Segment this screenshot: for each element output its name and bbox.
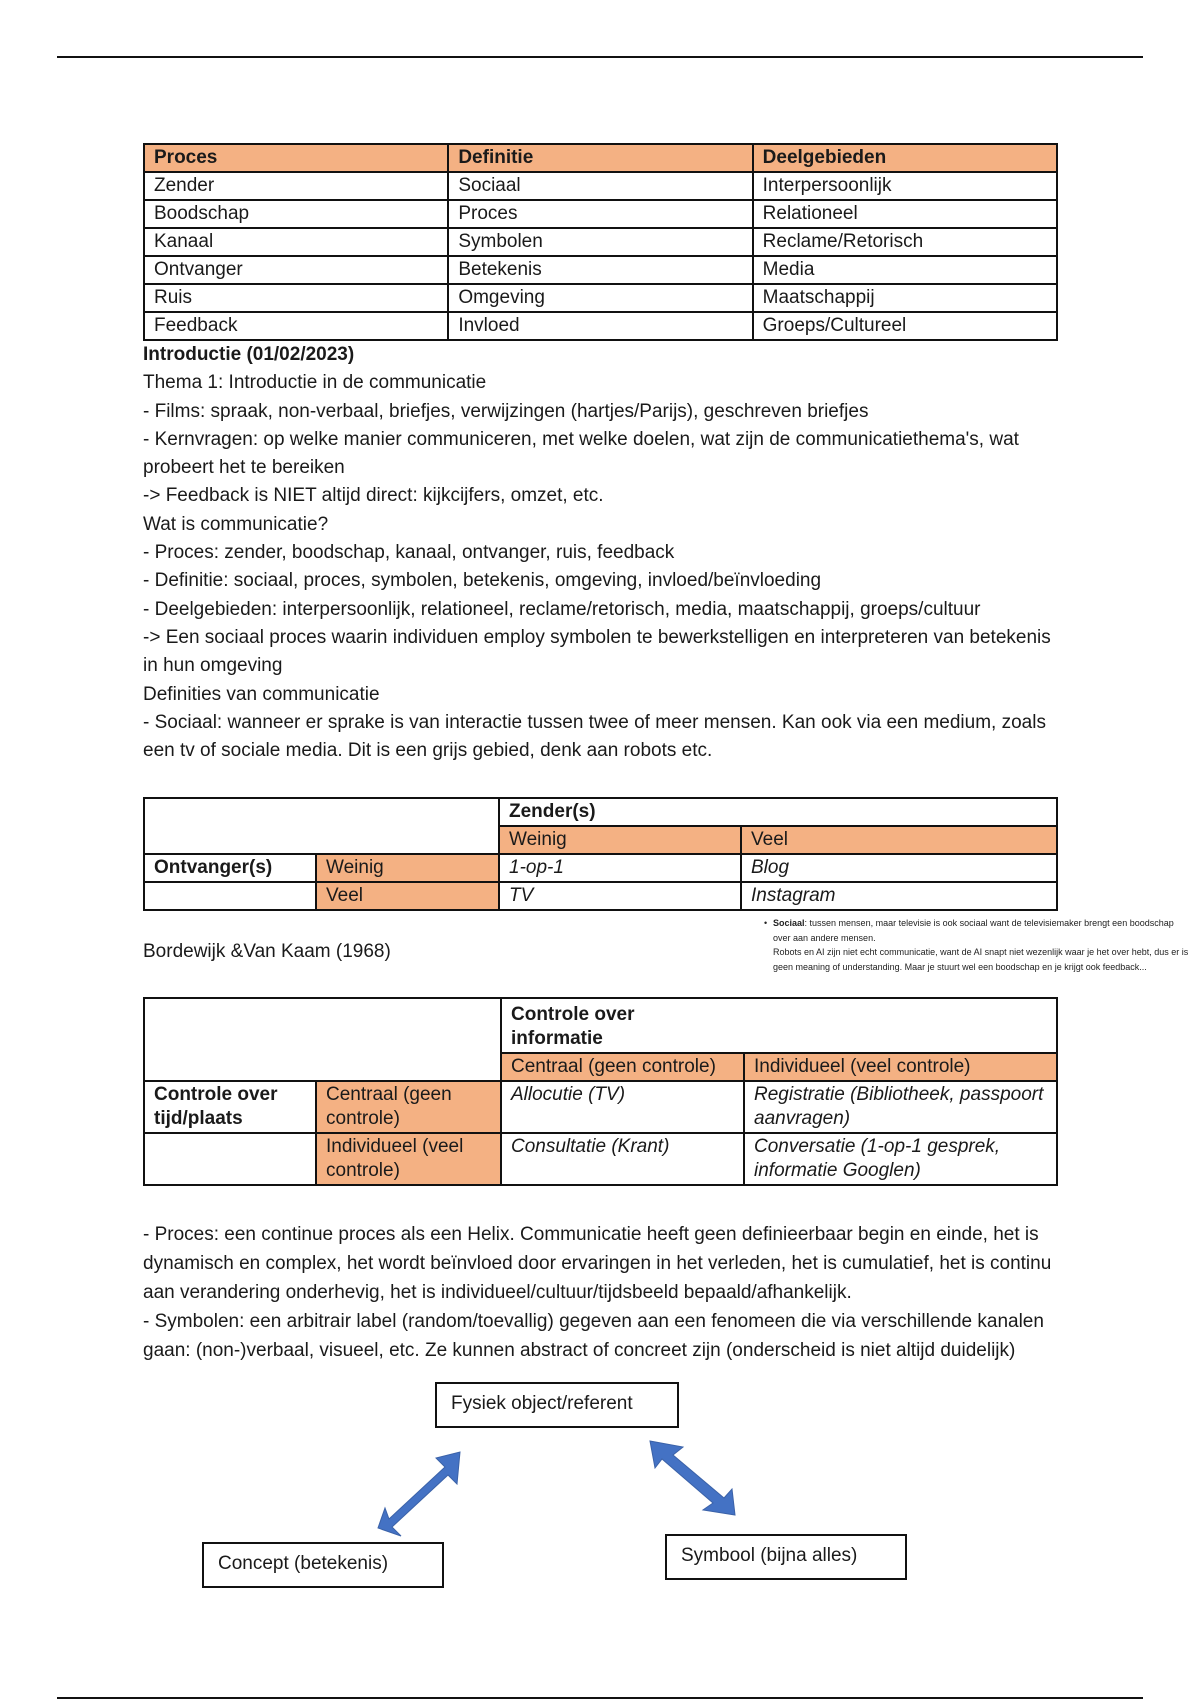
comment-line: Robots en AI zijn niet echt communicatie, want de AI snapt niet wezenlijk waar je het over hebt, dus er is geen meaning of understanding. Maar je stuurt wel een boodschap en je krijgt ook feedback... <box>773 947 1189 972</box>
table-cell: Instagram <box>741 882 1057 910</box>
table-cell: Boodschap <box>144 200 448 228</box>
footer-rule <box>57 1697 1143 1699</box>
ontvanger-weinig: Weinig <box>316 854 499 882</box>
citation: Bordewijk &Van Kaam (1968) <box>143 941 391 962</box>
table-cell: Betekenis <box>448 256 752 284</box>
table-cell: Zender <box>144 172 448 200</box>
paragraph: Wat is communicatie? <box>143 513 329 535</box>
paragraph: - Proces: een continue proces als een Helix. Communicatie heeft geen definieerbaar begin en einde, het is dynamisch en complex, het wordt beïnvloed door ervaringen in het verleden, het is cumulatief, het is continu aan verandering onderhevig, het is individueel/cultuur/tijdsbeeld bepaald/afhankelijk. <box>143 1224 1052 1303</box>
info-individual: Individueel (veel controle) <box>744 1053 1057 1081</box>
table-cell: Consultatie (Krant) <box>501 1133 744 1185</box>
paragraph: -> Feedback is NIET altijd direct: kijkcijfers, omzet, etc. <box>143 485 604 507</box>
paragraph: -> Een sociaal proces waarin individuen employ symbolen te bewerkstelligen en interpreteren van betekenis in hun omgeving <box>143 626 1051 677</box>
header-cell: Proces <box>144 144 448 172</box>
table-cell: Interpersoonlijk <box>753 172 1057 200</box>
ontvanger-veel: Veel <box>316 882 499 910</box>
ontvanger-label: Ontvanger(s) <box>144 854 316 882</box>
symbol-box: Symbool (bijna alles) <box>665 1534 907 1580</box>
comment-bold: Sociaal <box>773 918 805 928</box>
paragraph: - Proces: zender, boodschap, kanaal, ontvanger, ruis, feedback <box>143 542 675 564</box>
table-cell: Maatschappij <box>753 284 1057 312</box>
time-central: Centraal (geen controle) <box>316 1081 501 1133</box>
zender-weinig: Weinig <box>499 826 741 854</box>
header-cell: Definitie <box>448 144 752 172</box>
paragraph: Definities van communicatie <box>143 683 380 705</box>
double-arrow-right-icon <box>650 1441 735 1515</box>
paragraph: Thema 1: Introductie in de communicatie <box>143 372 487 394</box>
info-control-text: Controle over informatie <box>511 1004 635 1049</box>
table-cell: Invloed <box>448 312 752 340</box>
double-arrow-left-icon <box>378 1452 460 1536</box>
paragraph: - Films: spraak, non-verbaal, briefjes, verwijzingen (hartjes/Parijs), geschreven briefjes <box>143 400 869 422</box>
table-cell: Groeps/Cultureel <box>753 312 1057 340</box>
time-individual: Individueel (veel controle) <box>316 1133 501 1185</box>
concept-box: Concept (betekenis) <box>202 1542 444 1588</box>
header-cell: Deelgebieden <box>753 144 1057 172</box>
table-cell: 1-op-1 <box>499 854 741 882</box>
table-cell: Registratie (Bibliotheek, passpoort aanvragen) <box>744 1081 1057 1133</box>
zender-label: Zender(s) <box>499 798 1057 826</box>
table-cell: Conversatie (1-op-1 gesprek, informatie Googlen) <box>744 1133 1057 1185</box>
paragraph: - Symbolen: een arbitrair label (random/toevallig) gegeven aan een fenomeen die via verschillende kanalen gaan: (non-)verbaal, visueel, etc. Ze kunnen abstract of concreet zijn (onderscheid is niet altijd duidelijk) <box>143 1311 1044 1361</box>
time-control-label: Controle over tijd/plaats <box>144 1081 316 1133</box>
paragraph: - Sociaal: wanneer er sprake is van interactie tussen twee of meer mensen. Kan ook via een medium, zoals een tv of sociale media. Dit is een grijs gebied, denk aan robots etc. <box>143 711 1046 762</box>
table-cell: Symbolen <box>448 228 752 256</box>
table-cell: TV <box>499 882 741 910</box>
table-cell: Feedback <box>144 312 448 340</box>
paragraph: - Deelgebieden: interpersoonlijk, relationeel, reclame/retorisch, media, maatschappij, groeps/cultuur <box>143 598 981 620</box>
table-cell: Ontvanger <box>144 256 448 284</box>
table-cell: Media <box>753 256 1057 284</box>
info-central: Centraal (geen controle) <box>501 1053 744 1081</box>
table-cell: Proces <box>448 200 752 228</box>
paragraph: - Definitie: sociaal, proces, symbolen, betekenis, omgeving, invloed/beïnvloeding <box>143 570 822 592</box>
paragraph: - Kernvragen: op welke manier communiceren, met welke doelen, wat zijn de communicatiethema's, wat probeert het te bereiken <box>143 428 1019 479</box>
comment-text: : tussen mensen, maar televisie is ook sociaal want de televisiemaker brengt een boodschap over aan andere mensen. <box>773 918 1174 943</box>
zender-veel: Veel <box>741 826 1057 854</box>
table-cell: Blog <box>741 854 1057 882</box>
bullet-icon: • <box>764 918 768 928</box>
table-cell: Kanaal <box>144 228 448 256</box>
table-cell: Allocutie (TV) <box>501 1081 744 1133</box>
table-cell: Ruis <box>144 284 448 312</box>
table-cell: Sociaal <box>448 172 752 200</box>
referent-box: Fysiek object/referent <box>435 1382 679 1428</box>
table-cell: Reclame/Retorisch <box>753 228 1057 256</box>
section-heading: Introductie (01/02/2023) <box>143 344 355 365</box>
table-cell: Relationeel <box>753 200 1057 228</box>
table-cell: Omgeving <box>448 284 752 312</box>
